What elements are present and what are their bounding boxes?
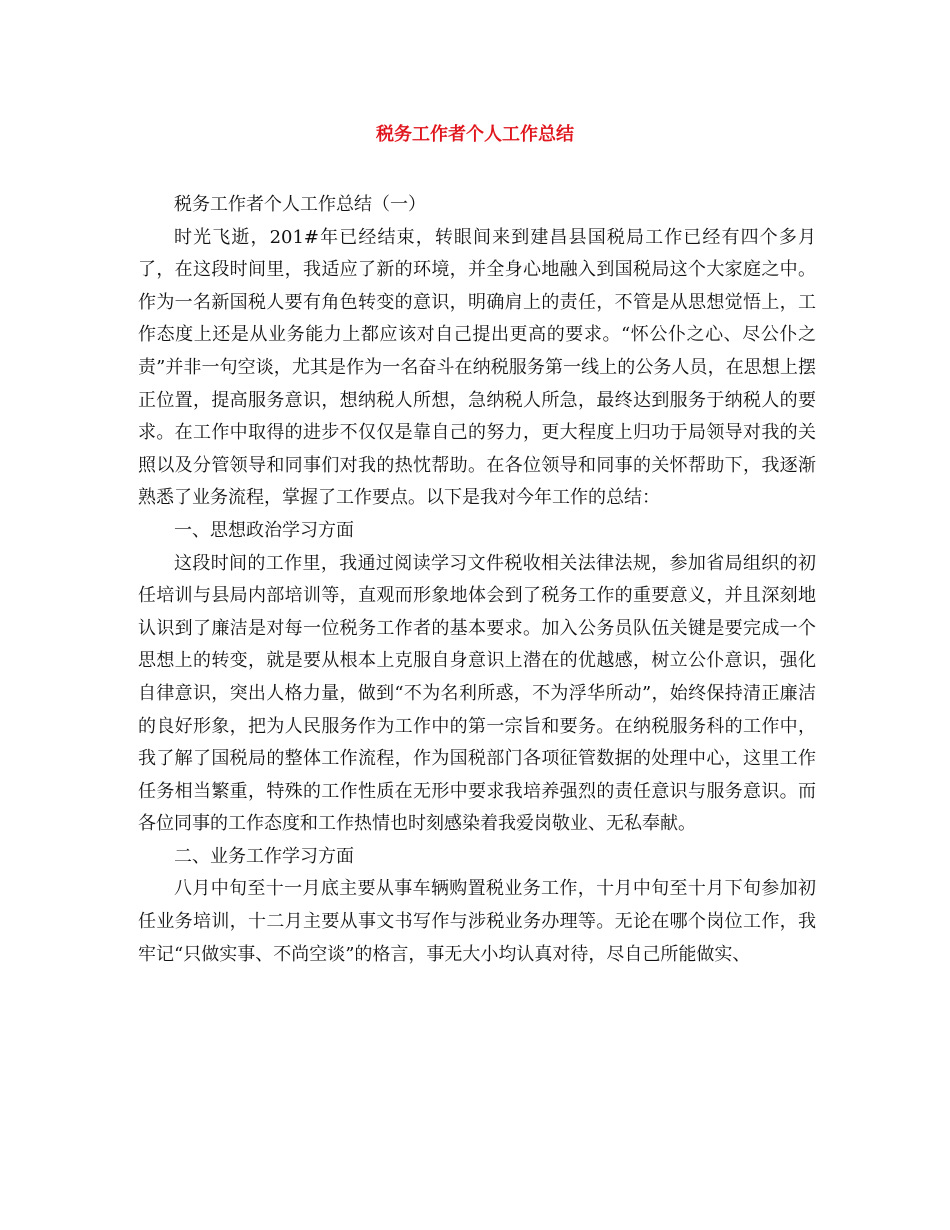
paragraph: 八月中旬至十一月底主要从事车辆购置税业务工作，十月中旬至十月下旬参加初任业务培训，十二月主要从事文书写作与涉税业务办理等。无论在哪个岗位工作，我牢记“只做实事、不尚空谈”的格言，事无大小均认真对待，尽自己所能做实、 (138, 878, 816, 965)
section-heading: 二、业务工作学习方面 (174, 845, 354, 867)
paragraph: 时光飞逝，201#年已经结束，转眼间来到建昌县国税局工作已经有四个多月了，在这段时间里，我适应了新的环境，并全身心地融入到国税局这个大家庭之中。作为一名新国税人要有角色转变的意识，明确肩上的责任，不管是从思想觉悟上，工作态度上还是从业务能力上都应该对自己提出更高的要求。“怀公仆之心、尽公仆之责”并非一句空谈，尤其是作为一名奋斗在纳税服务第一线上的公务人员，在思想上摆正位置，提高服务意识，想纳税人所想，急纳税人所急，最终达到服务于纳税人的要求。在工作中取得的进步不仅仅是靠自己的努力，更大程度上归功于局领导对我的关照以及分管领导和同事们对我的热忱帮助。在各位领导和同事的关怀帮助下，我逐渐熟悉了业务流程，掌握了工作要点。以下是我对今年工作的总结： (138, 226, 816, 509)
section-heading: 一、思想政治学习方面 (174, 519, 354, 541)
document-title: 税务工作者个人工作总结 (376, 124, 574, 145)
document-body (138, 189, 816, 971)
paragraph: 这段时间的工作里，我通过阅读学习文件税收相关法律法规，参加省局组织的初任培训与县局内部培训等，直观而形象地体会到了税务工作的重要意义，并且深刻地认识到了廉洁是对每一位税务工作者的基本要求。加入公务员队伍关键是要完成一个思想上的转变，就是要从根本上克服自身意识上潜在的优越感，树立公仆意识，强化自律意识，突出人格力量，做到“不为名利所惑，不为浮华所动”，始终保持清正廉洁的良好形象，把为人民服务作为工作中的第一宗旨和要务。在纳税服务科的工作中，我了解了国税局的整体工作流程，作为国税部门各项征管数据的处理中心，这里工作任务相当繁重，特殊的工作性质在无形中要求我培养强烈的责任意识与服务意识。而各位同事的工作态度和工作热情也时刻感染着我爱岗敬业、无私奉献。 (138, 552, 816, 835)
section-heading: 税务工作者个人工作总结（一） (174, 194, 426, 215)
